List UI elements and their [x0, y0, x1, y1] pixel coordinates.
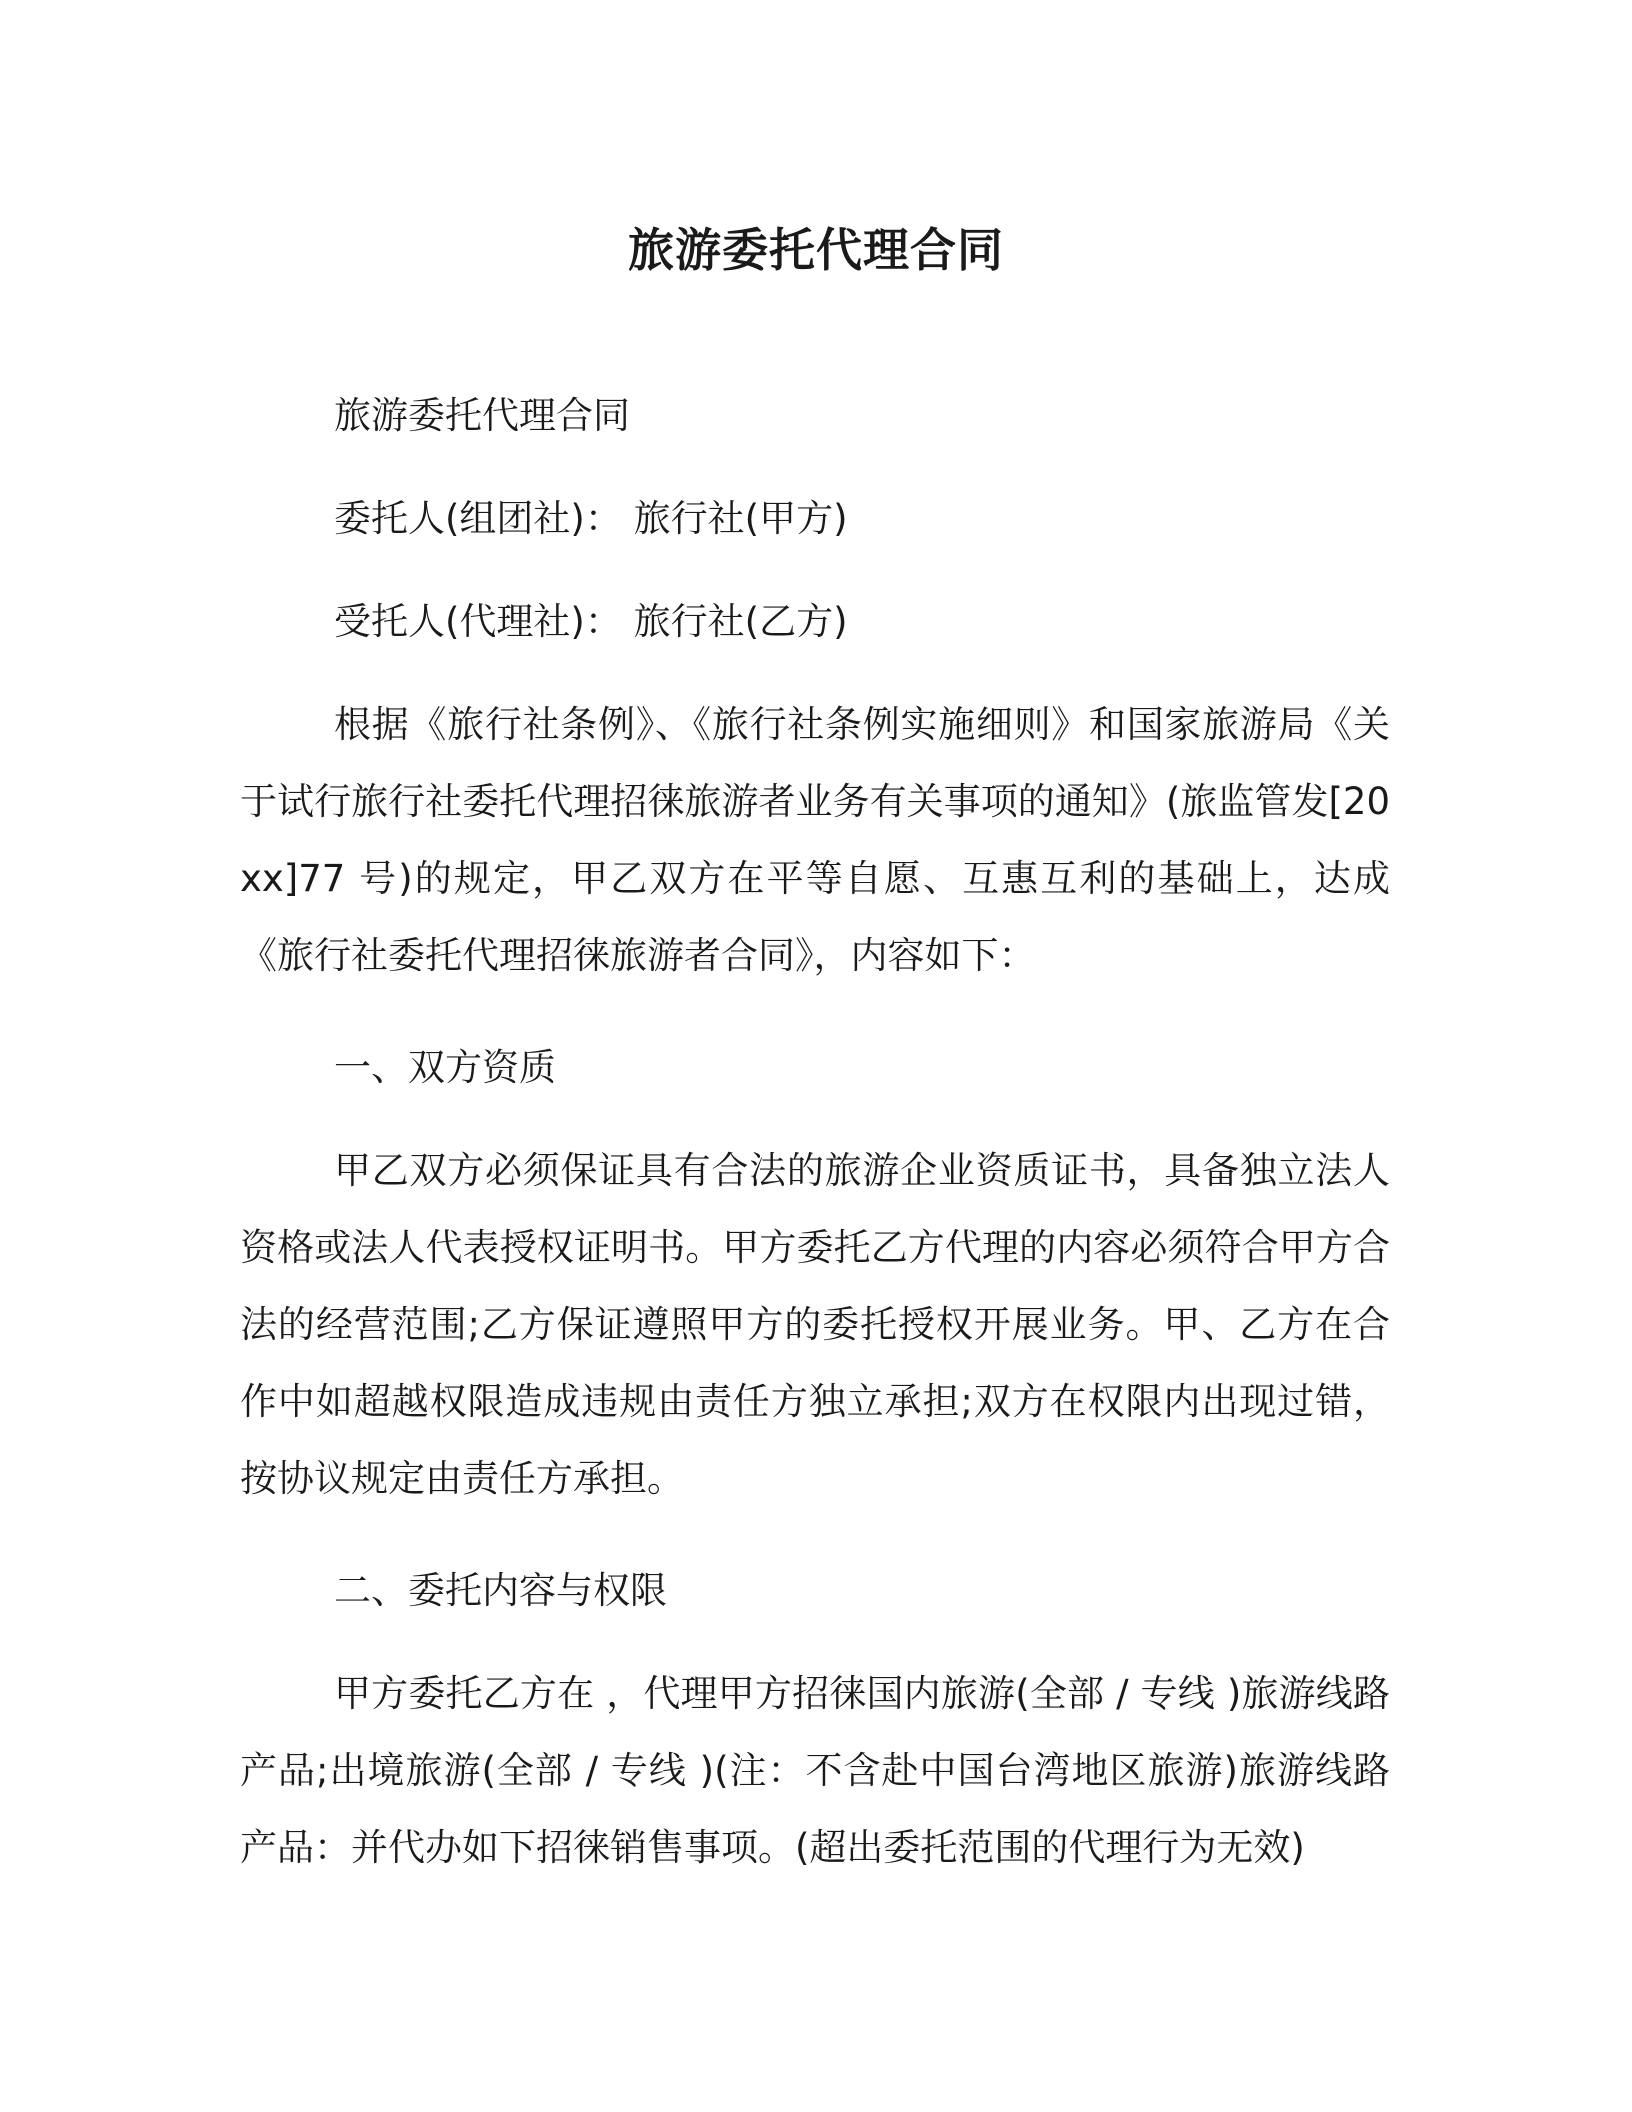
document-subtitle: 旅游委托代理合同	[334, 394, 630, 437]
document-body	[240, 390, 1390, 1886]
intro-paragraph: 根据《旅行社条例》、《旅行社条例实施细则》和国家旅游局《关于试行旅行社委托代理招徕旅游者业务有关事项的通知》(旅监管发[20xx]77 号)的规定，甲乙双方在平等自愿、互惠互利的基础上，达成《旅行社委托代理招徕旅游者合同》，内容如下：	[240, 703, 1390, 977]
section-body-scope: 甲方委托乙方在 ，代理甲方招徕国内旅游(全部 / 专线 )旅游线路产品;出境旅游(全部 / 专线 )(注：不含赴中国台湾地区旅游)旅游线路产品：并代办如下招徕销售事项。(超出委托范围的代理行为无效)	[240, 1672, 1390, 1869]
document-title: 旅游委托代理合同	[628, 223, 1004, 277]
agent-line: 受托人(代理社)： 旅行社(乙方)	[334, 600, 848, 643]
section-body-qualifications: 甲乙双方必须保证具有合法的旅游企业资质证书，具备独立法人资格或法人代表授权证明书。甲方委托乙方代理的内容必须符合甲方合法的经营范围;乙方保证遵照甲方的委托授权开展业务。甲、乙方在合作中如超越权限造成违规由责任方独立承担;双方在权限内出现过错，按协议规定由责任方承担。	[240, 1149, 1390, 1500]
principal-line: 委托人(组团社)： 旅行社(甲方)	[334, 497, 848, 540]
section-heading-scope: 二、委托内容与权限	[334, 1569, 667, 1612]
section-heading-qualifications: 一、双方资质	[334, 1046, 556, 1089]
